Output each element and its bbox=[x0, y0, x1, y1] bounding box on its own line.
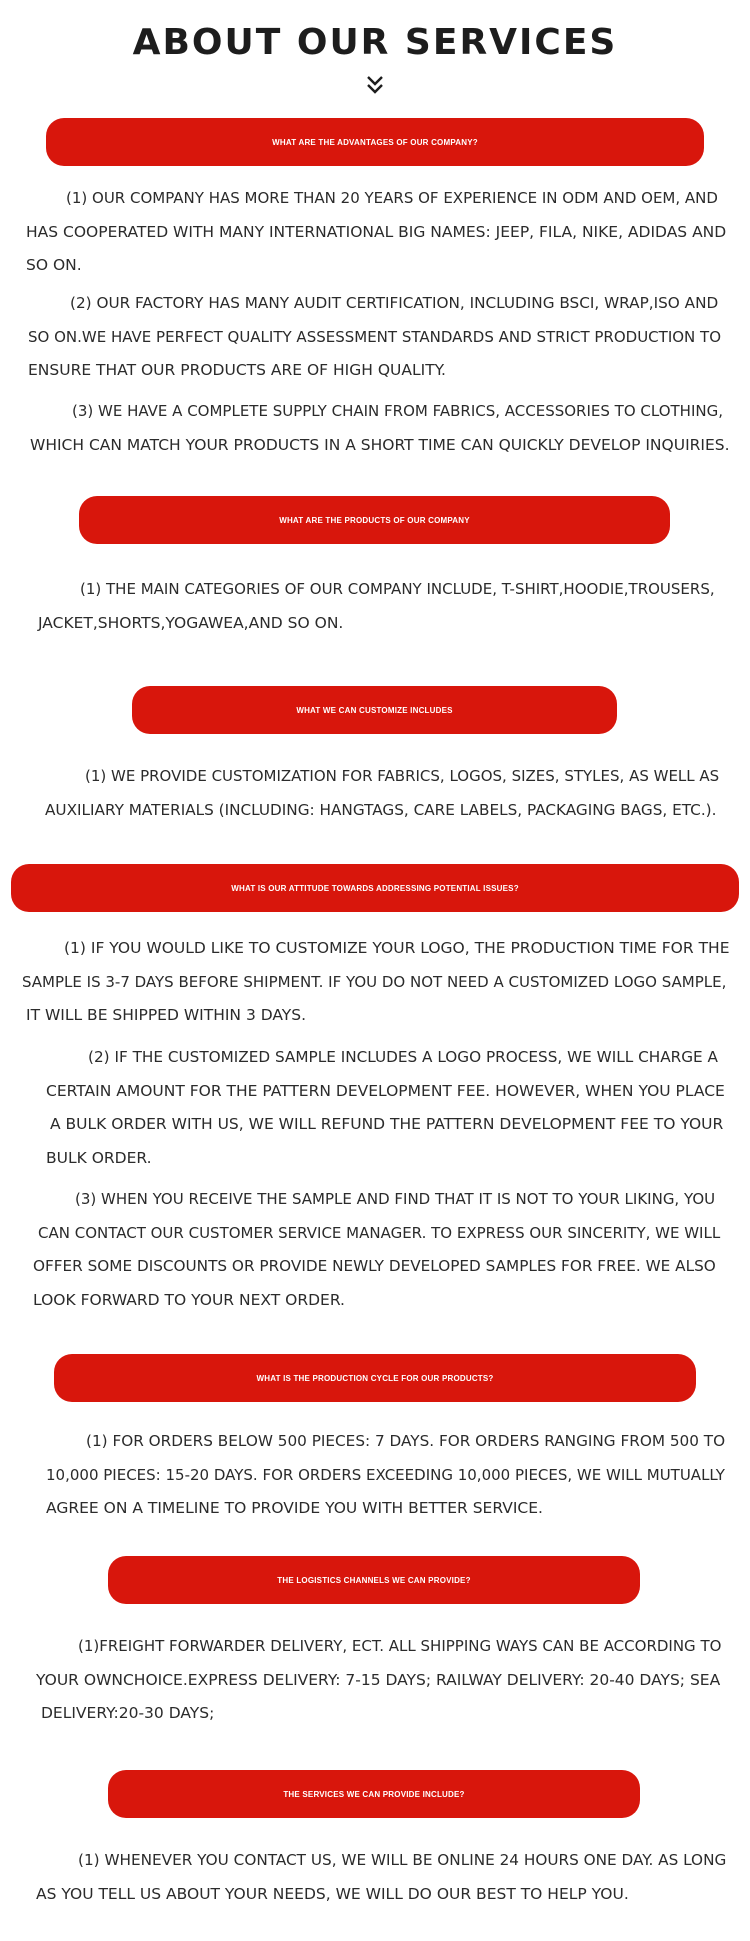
paragraph-attitude-3 bbox=[33, 1183, 723, 1317]
text-line: CERTAIN AMOUNT FOR THE PATTERN DEVELOPMENT FEE. HOWEVER, WHEN YOU PLACE bbox=[46, 1081, 725, 1100]
text-line: SO ON.WE HAVE PERFECT QUALITY ASSESSMENT STANDARDS AND STRICT PRODUCTION TO bbox=[28, 327, 722, 346]
text-line: OFFER SOME DISCOUNTS OR PROVIDE NEWLY DEVELOPED SAMPLES FOR FREE. WE ALSO bbox=[33, 1257, 716, 1275]
paragraph-services-1 bbox=[36, 1844, 726, 1911]
paragraph-production-cycle-1 bbox=[46, 1425, 726, 1526]
text-line: ENSURE THAT OUR PRODUCTS ARE OF HIGH QUALITY. bbox=[28, 361, 446, 379]
section-heading-attitude: WHAT IS OUR ATTITUDE TOWARDS ADDRESSING POTENTIAL ISSUES? bbox=[11, 864, 739, 912]
text-line: (1) WE PROVIDE CUSTOMIZATION FOR FABRICS, LOGOS, SIZES, STYLES, AS WELL AS bbox=[85, 767, 720, 785]
text-line: A BULK ORDER WITH US, WE WILL REFUND THE PATTERN DEVELOPMENT FEE TO YOUR bbox=[50, 1115, 724, 1133]
section-heading-production-cycle: WHAT IS THE PRODUCTION CYCLE FOR OUR PRODUCTS? bbox=[54, 1354, 696, 1402]
double-chevron-down-icon bbox=[363, 74, 387, 96]
section-heading-products: WHAT ARE THE PRODUCTS OF OUR COMPANY bbox=[79, 496, 670, 544]
section-heading-customize: WHAT WE CAN CUSTOMIZE INCLUDES bbox=[132, 686, 617, 734]
text-line: DELIVERY:20-30 DAYS; bbox=[41, 1704, 215, 1722]
text-line: 10,000 PIECES: 15-20 DAYS. FOR ORDERS EXCEEDING 10,000 PIECES, WE WILL MUTUALLY bbox=[46, 1465, 725, 1484]
text-line: AUXILIARY MATERIALS (INCLUDING: HANGTAGS, CARE LABELS, PACKAGING BAGS, ETC.). bbox=[45, 800, 717, 819]
section-heading-advantages: WHAT ARE THE ADVANTAGES OF OUR COMPANY? bbox=[46, 118, 704, 166]
text-line: (1) FOR ORDERS BELOW 500 PIECES: 7 DAYS. FOR ORDERS RANGING FROM 500 TO bbox=[86, 1432, 726, 1450]
text-line: AGREE ON A TIMELINE TO PROVIDE YOU WITH BETTER SERVICE. bbox=[46, 1499, 543, 1517]
text-line: AS YOU TELL US ABOUT YOUR NEEDS, WE WILL DO OUR BEST TO HELP YOU. bbox=[36, 1884, 629, 1903]
text-line: (3) WE HAVE A COMPLETE SUPPLY CHAIN FROM FABRICS, ACCESSORIES TO CLOTHING, bbox=[72, 402, 723, 420]
text-line: CAN CONTACT OUR CUSTOMER SERVICE MANAGER. TO EXPRESS OUR SINCERITY, WE WILL bbox=[38, 1223, 721, 1242]
paragraph-attitude-2 bbox=[46, 1041, 726, 1175]
text-line: SAMPLE IS 3-7 DAYS BEFORE SHIPMENT. IF YOU DO NOT NEED A CUSTOMIZED LOGO SAMPLE, bbox=[22, 972, 727, 991]
text-line: JACKET,SHORTS,YOGAWEA,AND SO ON. bbox=[38, 613, 344, 632]
text-line: YOUR OWNCHOICE.EXPRESS DELIVERY: 7-15 DAYS; RAILWAY DELIVERY: 20-40 DAYS; SEA bbox=[36, 1670, 721, 1689]
text-line: HAS COOPERATED WITH MANY INTERNATIONAL BIG NAMES: JEEP, FILA, NIKE, ADIDAS AND bbox=[26, 222, 727, 241]
paragraph-advantages-2 bbox=[28, 287, 728, 388]
paragraph-logistics-1 bbox=[36, 1630, 726, 1731]
page-title: ABOUT OUR SERVICES bbox=[132, 22, 618, 63]
text-line: LOOK FORWARD TO YOUR NEXT ORDER. bbox=[33, 1290, 345, 1309]
text-line: SO ON. bbox=[26, 256, 82, 274]
text-line: (1) WHENEVER YOU CONTACT US, WE WILL BE ONLINE 24 HOURS ONE DAY. AS LONG bbox=[78, 1851, 727, 1869]
paragraph-products-1 bbox=[38, 573, 718, 640]
text-line: (1) OUR COMPANY HAS MORE THAN 20 YEARS OF EXPERIENCE IN ODM AND OEM, AND bbox=[66, 189, 718, 207]
text-line: (1)FREIGHT FORWARDER DELIVERY, ECT. ALL SHIPPING WAYS CAN BE ACCORDING TO bbox=[78, 1637, 722, 1655]
text-line: WHICH CAN MATCH YOUR PRODUCTS IN A SHORT TIME CAN QUICKLY DEVELOP INQUIRIES. bbox=[30, 435, 730, 454]
text-line: BULK ORDER. bbox=[46, 1148, 152, 1167]
section-heading-logistics: THE LOGISTICS CHANNELS WE CAN PROVIDE? bbox=[108, 1556, 640, 1604]
text-line: (2) OUR FACTORY HAS MANY AUDIT CERTIFICATION, INCLUDING BSCI, WRAP,ISO AND bbox=[70, 294, 719, 312]
text-line: (2) IF THE CUSTOMIZED SAMPLE INCLUDES A LOGO PROCESS, WE WILL CHARGE A bbox=[88, 1048, 718, 1066]
text-line: IT WILL BE SHIPPED WITHIN 3 DAYS. bbox=[26, 1006, 307, 1024]
text-line: (1) IF YOU WOULD LIKE TO CUSTOMIZE YOUR LOGO, THE PRODUCTION TIME FOR THE bbox=[64, 939, 730, 957]
paragraph-customize-1 bbox=[45, 760, 725, 827]
paragraph-attitude-1 bbox=[22, 932, 732, 1033]
section-heading-services: THE SERVICES WE CAN PROVIDE INCLUDE? bbox=[108, 1770, 640, 1818]
paragraph-advantages-3 bbox=[30, 395, 730, 462]
text-line: (1) THE MAIN CATEGORIES OF OUR COMPANY INCLUDE, T-SHIRT,HOODIE,TROUSERS, bbox=[80, 580, 715, 598]
paragraph-advantages-1 bbox=[26, 182, 726, 283]
text-line: (3) WHEN YOU RECEIVE THE SAMPLE AND FIND THAT IT IS NOT TO YOUR LIKING, YOU bbox=[75, 1190, 716, 1208]
